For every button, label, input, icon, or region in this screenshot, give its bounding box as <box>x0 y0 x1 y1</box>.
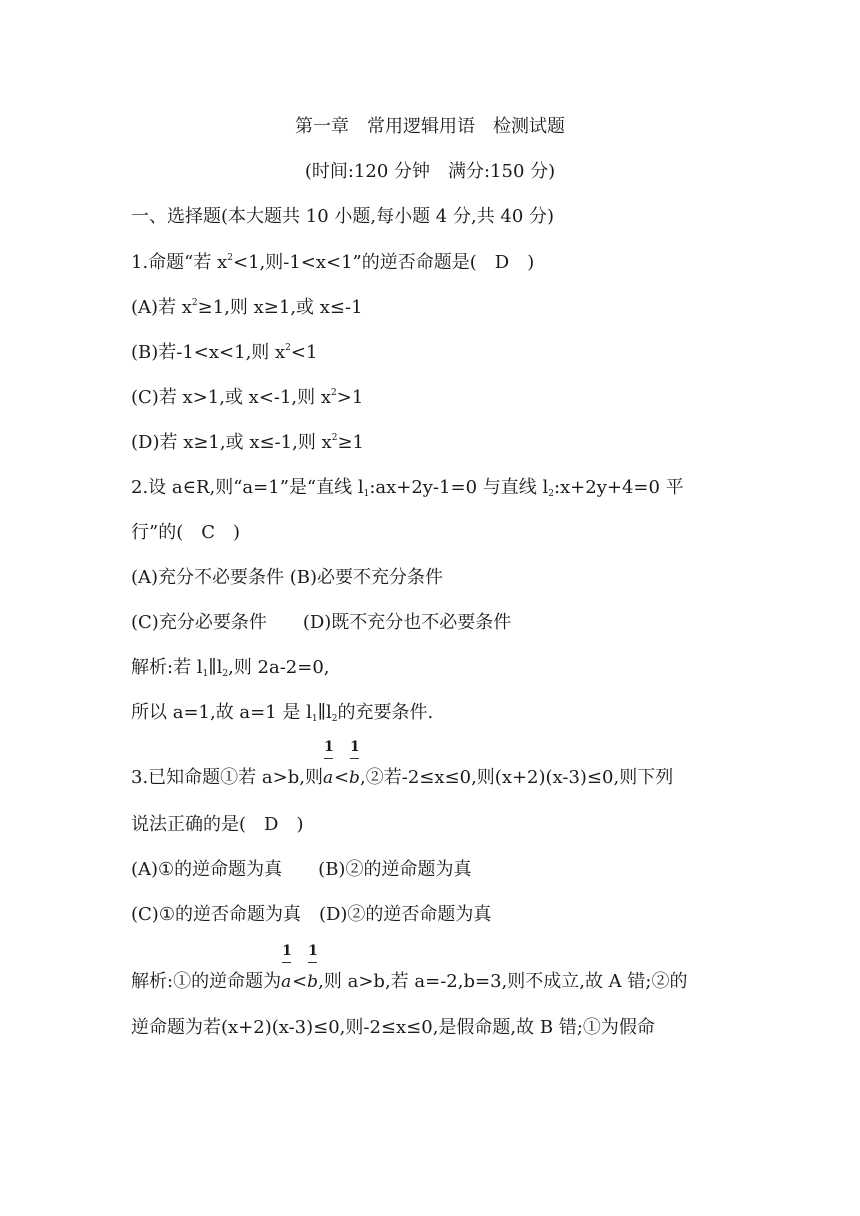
fraction-denominator: a <box>281 972 292 992</box>
question-1-stem <box>131 251 741 275</box>
question-1-option-a <box>131 296 741 320</box>
fraction-numerator: 1 <box>308 943 318 959</box>
q2-sol1-sub2: 2 <box>222 669 229 679</box>
question-2-options-ab: (A)充分不必要条件 (B)必要不充分条件 <box>131 567 444 588</box>
fraction-numerator: 1 <box>323 739 334 755</box>
fraction-1-over-b <box>307 943 319 994</box>
question-3-options-cd: (C)①的逆否命题为真 (D)②的逆否命题为真 <box>131 904 492 925</box>
page-title: 第一章 常用逻辑用语 检测试题 <box>295 116 565 137</box>
q3-sol-b: ,则 a>b,若 a=-2,b=3,则不成立,故 A 错;②的 <box>318 971 688 992</box>
q1-stem-text-a: 1.命题“若 x <box>131 252 228 273</box>
less-than-sign: < <box>292 971 308 992</box>
q1-a-post: ≥1,则 x≥1,或 x≤-1 <box>197 297 363 318</box>
q2-sol1-b: ∥l <box>208 657 223 678</box>
question-2-solution-2 <box>131 701 741 725</box>
question-1-option-d <box>131 431 741 455</box>
fraction-bar <box>282 962 291 963</box>
question-2-stem <box>131 476 741 500</box>
q1-d-pre: (D)若 x≥1,或 x≤-1,则 x <box>131 432 332 453</box>
q2-stem-text-a: 2.设 a∈R,则“a=1”是“直线 l <box>131 477 364 498</box>
fraction-denominator: a <box>322 768 334 788</box>
fraction-bar <box>324 758 333 759</box>
q1-c-sup: 2 <box>331 388 337 398</box>
q1-b-sup: 2 <box>285 343 291 353</box>
q3-stem-text-b: ,②若-2≤x≤0,则(x+2)(x-3)≤0,则下列 <box>360 767 674 788</box>
q1-stem-text-b: <1,则-1<x<1”的逆否命题是( D ) <box>232 252 535 273</box>
fraction-bar <box>350 758 359 759</box>
q1-d-sup: 2 <box>331 433 338 443</box>
q3-stem-text-a: 3.已知命题①若 a>b,则 <box>131 767 323 788</box>
q1-b-pre: (B)若-1<x<1,则 x <box>131 342 286 363</box>
fraction-1-over-a <box>281 943 292 994</box>
question-3-solution-2: 逆命题为若(x+2)(x-3)≤0,则-2≤x≤0,是假命题,故 B 错;①为假命 <box>131 1017 655 1038</box>
question-3-stem <box>131 739 741 790</box>
fraction-1-over-a <box>322 739 334 790</box>
q1-d-post: ≥1 <box>337 432 364 453</box>
less-than-sign: < <box>333 767 350 788</box>
fraction-1-over-b <box>349 739 360 790</box>
question-1-option-b <box>131 341 741 365</box>
q2-sol1-sub1: 1 <box>202 669 209 679</box>
q2-stem-text-c: :x+2y+4=0 平 <box>553 477 684 498</box>
q1-a-sup: 2 <box>191 298 198 308</box>
q1-b-post: <1 <box>290 342 318 363</box>
q1-superscript: 2 <box>227 253 233 263</box>
question-2-options-cd: (C)充分必要条件 (D)既不充分也不必要条件 <box>131 612 512 633</box>
question-1-option-c <box>131 386 741 410</box>
fraction-denominator: b <box>349 768 360 788</box>
question-2-stem-cont: 行”的( C ) <box>131 522 241 543</box>
fraction-bar <box>308 962 317 963</box>
q2-sol1-a: 解析:若 l <box>131 657 203 678</box>
q2-sol2-b: ∥l <box>317 702 332 723</box>
q1-a-pre: (A)若 x <box>131 297 192 318</box>
question-2-solution-1 <box>131 656 741 680</box>
question-3-solution-1 <box>131 943 741 994</box>
q1-c-post: >1 <box>336 387 364 408</box>
q2-sol1-c: ,则 2a-2=0, <box>228 657 330 678</box>
fraction-numerator: 1 <box>350 739 360 755</box>
q1-c-pre: (C)若 x>1,或 x<-1,则 x <box>131 387 332 408</box>
q2-stem-text-b: :ax+2y-1=0 与直线 l <box>369 477 549 498</box>
fraction-denominator: b <box>307 972 319 992</box>
q2-sol2-sub2: 2 <box>331 714 338 724</box>
q3-sol-a: 解析:①的逆命题为 <box>131 971 282 992</box>
q2-sol2-c: 的充要条件. <box>337 702 434 723</box>
q2-sol2-a: 所以 a=1,故 a=1 是 l <box>131 702 312 723</box>
section-heading: 一、选择题(本大题共 10 小题,每小题 4 分,共 40 分) <box>131 206 555 227</box>
q2-sol2-sub1: 1 <box>311 714 318 724</box>
exam-info: (时间:120 分钟 满分:150 分) <box>304 161 556 182</box>
q2-sub-1: 1 <box>363 489 370 499</box>
question-3-options-ab: (A)①的逆命题为真 (B)②的逆命题为真 <box>131 859 472 880</box>
q2-sub-2: 2 <box>548 489 554 499</box>
question-3-stem-cont: 说法正确的是( D ) <box>131 814 304 835</box>
fraction-numerator: 1 <box>282 943 292 959</box>
